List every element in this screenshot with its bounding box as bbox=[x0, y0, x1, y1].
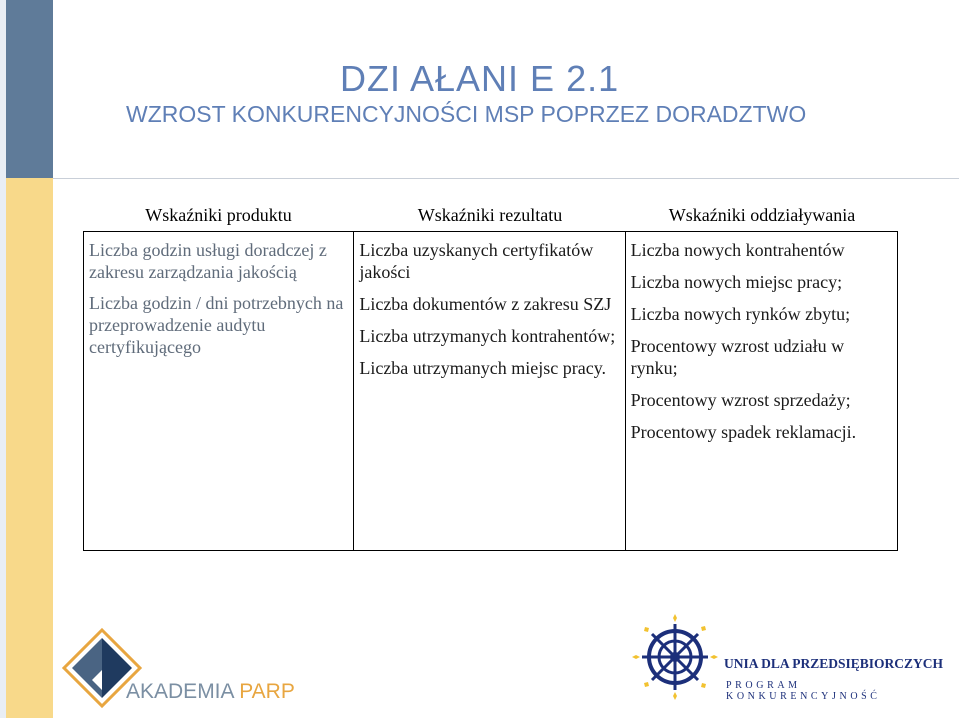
indicators-table bbox=[83, 200, 898, 551]
list-item: Liczba nowych kontrahentów bbox=[630, 240, 845, 260]
akademia-parp-wordmark bbox=[126, 680, 295, 704]
list-item: Procentowy wzrost sprzedaży; bbox=[630, 390, 851, 410]
sidebar-edge bbox=[0, 0, 6, 718]
list-item: Procentowy spadek reklamacji. bbox=[630, 422, 857, 442]
list-item: Liczba nowych rynków zbytu; bbox=[630, 304, 851, 324]
header-divider bbox=[53, 178, 959, 179]
eu-compass-logo-icon bbox=[630, 612, 720, 702]
slide-title: DZI AŁANI E 2.1 bbox=[340, 58, 620, 99]
header-product: Wskaźniki produktu bbox=[145, 205, 292, 225]
table-body bbox=[83, 231, 898, 551]
akademia-word: AKADEMIA bbox=[126, 680, 240, 703]
sidebar-yellow-band bbox=[6, 178, 53, 718]
slide-subtitle: WZROST KONKURENCYJNOŚCI MSP POPRZEZ DORADZTWO bbox=[126, 101, 807, 127]
table-header-row bbox=[83, 200, 898, 231]
header-result: Wskaźniki rezultatu bbox=[417, 205, 563, 225]
list-item: Liczba godzin usługi doradczej z zakresu zarządzania jakością bbox=[89, 240, 327, 282]
parp-word: PARP bbox=[239, 680, 295, 703]
list-item: Liczba uzyskanych certyfikatów jakości bbox=[359, 240, 594, 282]
list-item: Liczba godzin / dni potrzebnych na przeprowadzenie audytu certyfikującego bbox=[89, 293, 344, 357]
ue-logo-subtitle: PROGRAM KONKURENCYJNOŚĆ bbox=[726, 680, 881, 702]
column-product bbox=[84, 232, 354, 550]
list-item: Procentowy wzrost udziału w rynku; bbox=[630, 336, 845, 378]
list-item: Liczba dokumentów z zakresu SZJ bbox=[359, 294, 612, 314]
column-impact bbox=[626, 232, 897, 550]
list-item: Liczba nowych miejsc pracy; bbox=[630, 272, 843, 292]
column-result bbox=[354, 232, 625, 550]
list-item: Liczba utrzymanych miejsc pracy. bbox=[359, 358, 607, 378]
ue-logo-title: UNIA DLA PRZEDSIĘBIORCZYCH bbox=[724, 656, 944, 671]
list-item: Liczba utrzymanych kontrahentów; bbox=[359, 326, 616, 346]
header-impact: Wskaźniki oddziaływania bbox=[668, 205, 856, 225]
